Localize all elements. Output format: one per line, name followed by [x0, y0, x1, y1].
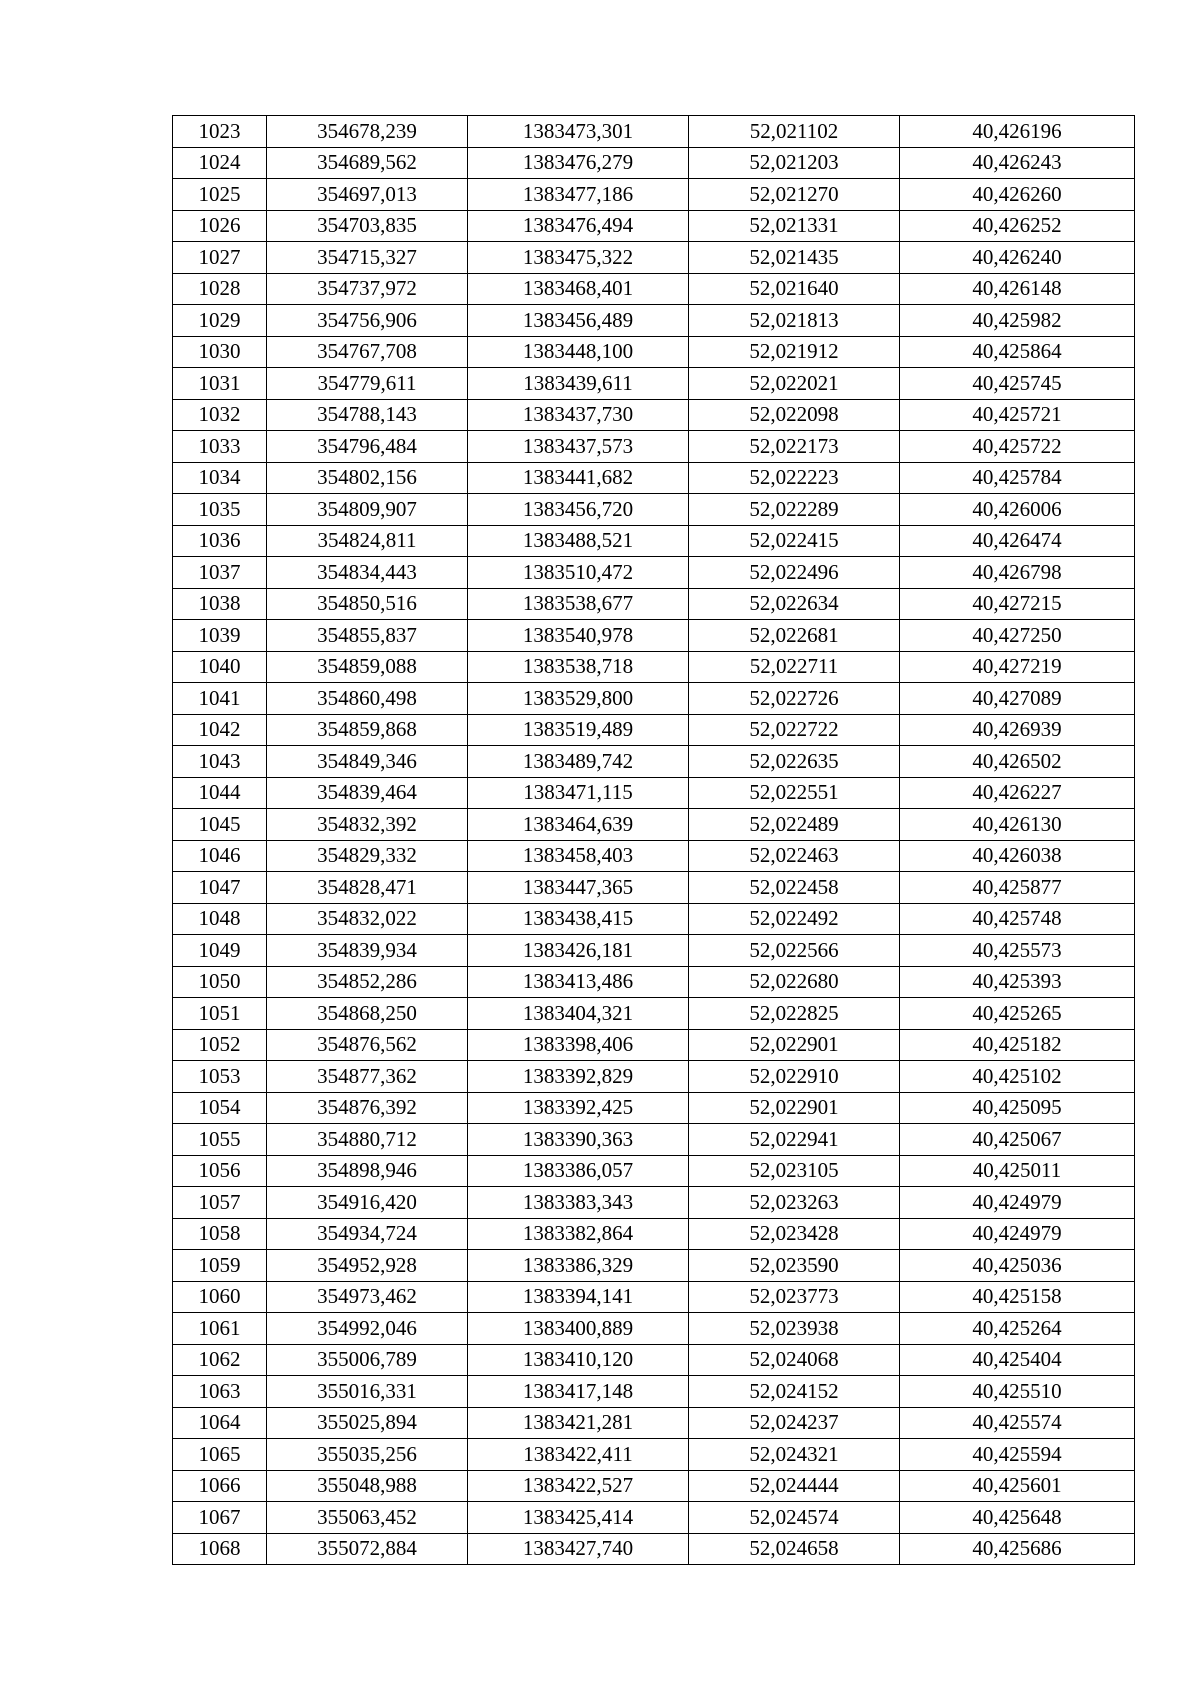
y-coordinate-cell: 1383471,115 [468, 777, 689, 809]
point-number-cell: 1047 [173, 872, 267, 904]
table-row [173, 966, 1135, 998]
x-coordinate-cell: 354852,286 [267, 966, 468, 998]
latitude-cell: 52,024658 [689, 1533, 900, 1565]
longitude-cell: 40,427219 [900, 651, 1135, 683]
x-coordinate-cell: 354809,907 [267, 494, 468, 526]
y-coordinate-cell: 1383422,527 [468, 1470, 689, 1502]
point-number-cell: 1035 [173, 494, 267, 526]
y-coordinate-cell: 1383386,329 [468, 1250, 689, 1282]
point-number-cell: 1065 [173, 1439, 267, 1471]
x-coordinate-cell: 354779,611 [267, 368, 468, 400]
y-coordinate-cell: 1383427,740 [468, 1533, 689, 1565]
y-coordinate-cell: 1383390,363 [468, 1124, 689, 1156]
latitude-cell: 52,024152 [689, 1376, 900, 1408]
point-number-cell: 1046 [173, 840, 267, 872]
table-row [173, 683, 1135, 715]
longitude-cell: 40,426227 [900, 777, 1135, 809]
x-coordinate-cell: 355025,894 [267, 1407, 468, 1439]
y-coordinate-cell: 1383398,406 [468, 1029, 689, 1061]
y-coordinate-cell: 1383464,639 [468, 809, 689, 841]
x-coordinate-cell: 354824,811 [267, 525, 468, 557]
point-number-cell: 1051 [173, 998, 267, 1030]
longitude-cell: 40,426939 [900, 714, 1135, 746]
x-coordinate-cell: 355063,452 [267, 1502, 468, 1534]
latitude-cell: 52,023428 [689, 1218, 900, 1250]
latitude-cell: 52,022463 [689, 840, 900, 872]
point-number-cell: 1053 [173, 1061, 267, 1093]
y-coordinate-cell: 1383426,181 [468, 935, 689, 967]
latitude-cell: 52,022496 [689, 557, 900, 589]
x-coordinate-cell: 354876,392 [267, 1092, 468, 1124]
latitude-cell: 52,021331 [689, 210, 900, 242]
x-coordinate-cell: 354855,837 [267, 620, 468, 652]
point-number-cell: 1033 [173, 431, 267, 463]
longitude-cell: 40,426038 [900, 840, 1135, 872]
longitude-cell: 40,425393 [900, 966, 1135, 998]
latitude-cell: 52,022722 [689, 714, 900, 746]
point-number-cell: 1061 [173, 1313, 267, 1345]
x-coordinate-cell: 354973,462 [267, 1281, 468, 1313]
latitude-cell: 52,024321 [689, 1439, 900, 1471]
x-coordinate-cell: 354828,471 [267, 872, 468, 904]
longitude-cell: 40,426196 [900, 116, 1135, 148]
point-number-cell: 1038 [173, 588, 267, 620]
latitude-cell: 52,023773 [689, 1281, 900, 1313]
point-number-cell: 1032 [173, 399, 267, 431]
longitude-cell: 40,425404 [900, 1344, 1135, 1376]
x-coordinate-cell: 354934,724 [267, 1218, 468, 1250]
longitude-cell: 40,425036 [900, 1250, 1135, 1282]
x-coordinate-cell: 354829,332 [267, 840, 468, 872]
y-coordinate-cell: 1383475,322 [468, 242, 689, 274]
longitude-cell: 40,425265 [900, 998, 1135, 1030]
latitude-cell: 52,022173 [689, 431, 900, 463]
x-coordinate-cell: 354860,498 [267, 683, 468, 715]
y-coordinate-cell: 1383510,472 [468, 557, 689, 589]
latitude-cell: 52,021640 [689, 273, 900, 305]
table-row [173, 1092, 1135, 1124]
latitude-cell: 52,022223 [689, 462, 900, 494]
x-coordinate-cell: 355072,884 [267, 1533, 468, 1565]
latitude-cell: 52,024574 [689, 1502, 900, 1534]
y-coordinate-cell: 1383438,415 [468, 903, 689, 935]
latitude-cell: 52,022941 [689, 1124, 900, 1156]
point-number-cell: 1027 [173, 242, 267, 274]
table-row [173, 809, 1135, 841]
point-number-cell: 1023 [173, 116, 267, 148]
longitude-cell: 40,425158 [900, 1281, 1135, 1313]
x-coordinate-cell: 354832,392 [267, 809, 468, 841]
y-coordinate-cell: 1383437,730 [468, 399, 689, 431]
longitude-cell: 40,425864 [900, 336, 1135, 368]
table-row [173, 399, 1135, 431]
latitude-cell: 52,022680 [689, 966, 900, 998]
coordinates-table-body [173, 116, 1135, 1565]
point-number-cell: 1026 [173, 210, 267, 242]
longitude-cell: 40,425721 [900, 399, 1135, 431]
x-coordinate-cell: 354715,327 [267, 242, 468, 274]
table-row [173, 431, 1135, 463]
latitude-cell: 52,022489 [689, 809, 900, 841]
y-coordinate-cell: 1383400,889 [468, 1313, 689, 1345]
x-coordinate-cell: 354839,934 [267, 935, 468, 967]
x-coordinate-cell: 354876,562 [267, 1029, 468, 1061]
table-row [173, 1502, 1135, 1534]
latitude-cell: 52,021912 [689, 336, 900, 368]
longitude-cell: 40,425095 [900, 1092, 1135, 1124]
table-row [173, 1124, 1135, 1156]
longitude-cell: 40,426243 [900, 147, 1135, 179]
y-coordinate-cell: 1383540,978 [468, 620, 689, 652]
longitude-cell: 40,426798 [900, 557, 1135, 589]
longitude-cell: 40,425067 [900, 1124, 1135, 1156]
y-coordinate-cell: 1383538,718 [468, 651, 689, 683]
longitude-cell: 40,425264 [900, 1313, 1135, 1345]
longitude-cell: 40,425877 [900, 872, 1135, 904]
latitude-cell: 52,022492 [689, 903, 900, 935]
x-coordinate-cell: 354850,516 [267, 588, 468, 620]
longitude-cell: 40,425784 [900, 462, 1135, 494]
point-number-cell: 1059 [173, 1250, 267, 1282]
x-coordinate-cell: 355048,988 [267, 1470, 468, 1502]
x-coordinate-cell: 354839,464 [267, 777, 468, 809]
table-row [173, 1029, 1135, 1061]
longitude-cell: 40,426006 [900, 494, 1135, 526]
point-number-cell: 1063 [173, 1376, 267, 1408]
x-coordinate-cell: 355035,256 [267, 1439, 468, 1471]
table-row [173, 1439, 1135, 1471]
table-row [173, 872, 1135, 904]
point-number-cell: 1040 [173, 651, 267, 683]
longitude-cell: 40,426240 [900, 242, 1135, 274]
latitude-cell: 52,024237 [689, 1407, 900, 1439]
y-coordinate-cell: 1383468,401 [468, 273, 689, 305]
latitude-cell: 52,022551 [689, 777, 900, 809]
table-row [173, 116, 1135, 148]
table-row [173, 840, 1135, 872]
table-row [173, 1061, 1135, 1093]
point-number-cell: 1044 [173, 777, 267, 809]
table-row [173, 714, 1135, 746]
latitude-cell: 52,022021 [689, 368, 900, 400]
table-row [173, 777, 1135, 809]
longitude-cell: 40,426130 [900, 809, 1135, 841]
y-coordinate-cell: 1383392,425 [468, 1092, 689, 1124]
point-number-cell: 1029 [173, 305, 267, 337]
point-number-cell: 1057 [173, 1187, 267, 1219]
x-coordinate-cell: 354849,346 [267, 746, 468, 778]
table-row [173, 1407, 1135, 1439]
point-number-cell: 1056 [173, 1155, 267, 1187]
table-row [173, 651, 1135, 683]
y-coordinate-cell: 1383410,120 [468, 1344, 689, 1376]
table-row [173, 1533, 1135, 1565]
latitude-cell: 52,022289 [689, 494, 900, 526]
latitude-cell: 52,021813 [689, 305, 900, 337]
y-coordinate-cell: 1383458,403 [468, 840, 689, 872]
latitude-cell: 52,024068 [689, 1344, 900, 1376]
y-coordinate-cell: 1383382,864 [468, 1218, 689, 1250]
latitude-cell: 52,023263 [689, 1187, 900, 1219]
latitude-cell: 52,023590 [689, 1250, 900, 1282]
y-coordinate-cell: 1383456,489 [468, 305, 689, 337]
point-number-cell: 1041 [173, 683, 267, 715]
point-number-cell: 1066 [173, 1470, 267, 1502]
latitude-cell: 52,021270 [689, 179, 900, 211]
y-coordinate-cell: 1383519,489 [468, 714, 689, 746]
table-row [173, 620, 1135, 652]
latitude-cell: 52,022825 [689, 998, 900, 1030]
table-row [173, 494, 1135, 526]
latitude-cell: 52,023938 [689, 1313, 900, 1345]
y-coordinate-cell: 1383447,365 [468, 872, 689, 904]
table-row [173, 903, 1135, 935]
table-row [173, 273, 1135, 305]
y-coordinate-cell: 1383538,677 [468, 588, 689, 620]
longitude-cell: 40,425648 [900, 1502, 1135, 1534]
y-coordinate-cell: 1383386,057 [468, 1155, 689, 1187]
latitude-cell: 52,021203 [689, 147, 900, 179]
y-coordinate-cell: 1383421,281 [468, 1407, 689, 1439]
y-coordinate-cell: 1383413,486 [468, 966, 689, 998]
point-number-cell: 1062 [173, 1344, 267, 1376]
y-coordinate-cell: 1383439,611 [468, 368, 689, 400]
y-coordinate-cell: 1383417,148 [468, 1376, 689, 1408]
latitude-cell: 52,024444 [689, 1470, 900, 1502]
x-coordinate-cell: 354703,835 [267, 210, 468, 242]
longitude-cell: 40,425748 [900, 903, 1135, 935]
x-coordinate-cell: 354834,443 [267, 557, 468, 589]
y-coordinate-cell: 1383392,829 [468, 1061, 689, 1093]
x-coordinate-cell: 354767,708 [267, 336, 468, 368]
table-row [173, 242, 1135, 274]
y-coordinate-cell: 1383437,573 [468, 431, 689, 463]
latitude-cell: 52,022910 [689, 1061, 900, 1093]
point-number-cell: 1024 [173, 147, 267, 179]
y-coordinate-cell: 1383394,141 [468, 1281, 689, 1313]
point-number-cell: 1054 [173, 1092, 267, 1124]
longitude-cell: 40,425102 [900, 1061, 1135, 1093]
x-coordinate-cell: 354788,143 [267, 399, 468, 431]
y-coordinate-cell: 1383529,800 [468, 683, 689, 715]
table-row [173, 147, 1135, 179]
y-coordinate-cell: 1383422,411 [468, 1439, 689, 1471]
x-coordinate-cell: 354868,250 [267, 998, 468, 1030]
longitude-cell: 40,426252 [900, 210, 1135, 242]
longitude-cell: 40,425745 [900, 368, 1135, 400]
x-coordinate-cell: 354898,946 [267, 1155, 468, 1187]
longitude-cell: 40,425573 [900, 935, 1135, 967]
x-coordinate-cell: 354992,046 [267, 1313, 468, 1345]
point-number-cell: 1034 [173, 462, 267, 494]
point-number-cell: 1049 [173, 935, 267, 967]
y-coordinate-cell: 1383404,321 [468, 998, 689, 1030]
point-number-cell: 1028 [173, 273, 267, 305]
y-coordinate-cell: 1383476,494 [468, 210, 689, 242]
longitude-cell: 40,425574 [900, 1407, 1135, 1439]
y-coordinate-cell: 1383425,414 [468, 1502, 689, 1534]
longitude-cell: 40,425510 [900, 1376, 1135, 1408]
table-row [173, 998, 1135, 1030]
latitude-cell: 52,023105 [689, 1155, 900, 1187]
coordinates-table [172, 115, 1135, 1565]
table-row [173, 746, 1135, 778]
x-coordinate-cell: 354916,420 [267, 1187, 468, 1219]
point-number-cell: 1030 [173, 336, 267, 368]
latitude-cell: 52,022098 [689, 399, 900, 431]
longitude-cell: 40,425011 [900, 1155, 1135, 1187]
table-row [173, 1344, 1135, 1376]
point-number-cell: 1068 [173, 1533, 267, 1565]
x-coordinate-cell: 354832,022 [267, 903, 468, 935]
table-row [173, 1313, 1135, 1345]
x-coordinate-cell: 354678,239 [267, 116, 468, 148]
table-row [173, 336, 1135, 368]
longitude-cell: 40,427089 [900, 683, 1135, 715]
longitude-cell: 40,426260 [900, 179, 1135, 211]
longitude-cell: 40,424979 [900, 1187, 1135, 1219]
point-number-cell: 1052 [173, 1029, 267, 1061]
point-number-cell: 1031 [173, 368, 267, 400]
x-coordinate-cell: 354859,088 [267, 651, 468, 683]
x-coordinate-cell: 354877,362 [267, 1061, 468, 1093]
latitude-cell: 52,022566 [689, 935, 900, 967]
table-row [173, 1250, 1135, 1282]
longitude-cell: 40,424979 [900, 1218, 1135, 1250]
x-coordinate-cell: 355016,331 [267, 1376, 468, 1408]
table-row [173, 1218, 1135, 1250]
point-number-cell: 1050 [173, 966, 267, 998]
point-number-cell: 1067 [173, 1502, 267, 1534]
longitude-cell: 40,427215 [900, 588, 1135, 620]
point-number-cell: 1045 [173, 809, 267, 841]
table-row [173, 1187, 1135, 1219]
table-row [173, 1376, 1135, 1408]
point-number-cell: 1048 [173, 903, 267, 935]
x-coordinate-cell: 354689,562 [267, 147, 468, 179]
table-row [173, 588, 1135, 620]
x-coordinate-cell: 354756,906 [267, 305, 468, 337]
longitude-cell: 40,425182 [900, 1029, 1135, 1061]
y-coordinate-cell: 1383489,742 [468, 746, 689, 778]
x-coordinate-cell: 354737,972 [267, 273, 468, 305]
latitude-cell: 52,022726 [689, 683, 900, 715]
point-number-cell: 1036 [173, 525, 267, 557]
point-number-cell: 1037 [173, 557, 267, 589]
table-row [173, 210, 1135, 242]
y-coordinate-cell: 1383383,343 [468, 1187, 689, 1219]
y-coordinate-cell: 1383448,100 [468, 336, 689, 368]
longitude-cell: 40,425722 [900, 431, 1135, 463]
latitude-cell: 52,022681 [689, 620, 900, 652]
longitude-cell: 40,425594 [900, 1439, 1135, 1471]
x-coordinate-cell: 354802,156 [267, 462, 468, 494]
point-number-cell: 1042 [173, 714, 267, 746]
point-number-cell: 1058 [173, 1218, 267, 1250]
longitude-cell: 40,427250 [900, 620, 1135, 652]
latitude-cell: 52,022901 [689, 1029, 900, 1061]
table-row [173, 557, 1135, 589]
table-row [173, 179, 1135, 211]
x-coordinate-cell: 354880,712 [267, 1124, 468, 1156]
longitude-cell: 40,426474 [900, 525, 1135, 557]
latitude-cell: 52,022635 [689, 746, 900, 778]
latitude-cell: 52,021102 [689, 116, 900, 148]
longitude-cell: 40,426502 [900, 746, 1135, 778]
latitude-cell: 52,022711 [689, 651, 900, 683]
x-coordinate-cell: 355006,789 [267, 1344, 468, 1376]
table-row [173, 525, 1135, 557]
longitude-cell: 40,425982 [900, 305, 1135, 337]
y-coordinate-cell: 1383441,682 [468, 462, 689, 494]
y-coordinate-cell: 1383477,186 [468, 179, 689, 211]
table-row [173, 935, 1135, 967]
point-number-cell: 1025 [173, 179, 267, 211]
latitude-cell: 52,022458 [689, 872, 900, 904]
table-row [173, 1155, 1135, 1187]
table-row [173, 368, 1135, 400]
y-coordinate-cell: 1383476,279 [468, 147, 689, 179]
y-coordinate-cell: 1383473,301 [468, 116, 689, 148]
x-coordinate-cell: 354859,868 [267, 714, 468, 746]
point-number-cell: 1039 [173, 620, 267, 652]
point-number-cell: 1043 [173, 746, 267, 778]
latitude-cell: 52,022634 [689, 588, 900, 620]
table-row [173, 462, 1135, 494]
x-coordinate-cell: 354697,013 [267, 179, 468, 211]
table-row [173, 305, 1135, 337]
point-number-cell: 1064 [173, 1407, 267, 1439]
x-coordinate-cell: 354952,928 [267, 1250, 468, 1282]
longitude-cell: 40,425686 [900, 1533, 1135, 1565]
y-coordinate-cell: 1383488,521 [468, 525, 689, 557]
latitude-cell: 52,022415 [689, 525, 900, 557]
y-coordinate-cell: 1383456,720 [468, 494, 689, 526]
longitude-cell: 40,425601 [900, 1470, 1135, 1502]
latitude-cell: 52,022901 [689, 1092, 900, 1124]
latitude-cell: 52,021435 [689, 242, 900, 274]
table-row [173, 1470, 1135, 1502]
x-coordinate-cell: 354796,484 [267, 431, 468, 463]
point-number-cell: 1055 [173, 1124, 267, 1156]
point-number-cell: 1060 [173, 1281, 267, 1313]
table-row [173, 1281, 1135, 1313]
longitude-cell: 40,426148 [900, 273, 1135, 305]
